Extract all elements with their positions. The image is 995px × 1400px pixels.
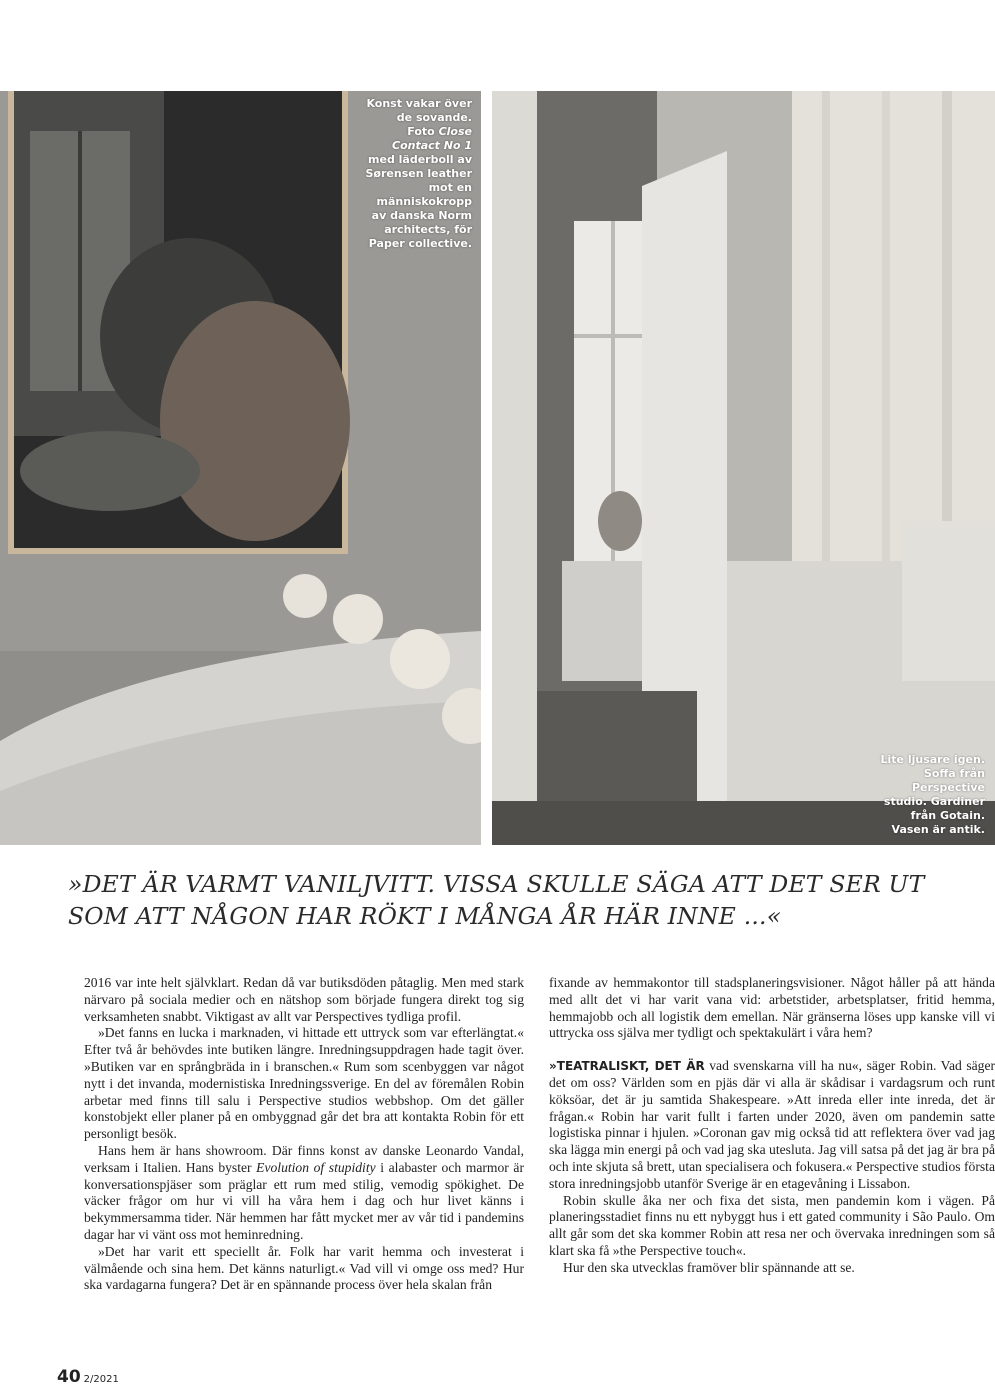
pompom	[390, 629, 450, 689]
living-room-photo	[492, 91, 995, 845]
pompom	[283, 574, 327, 618]
body-column-right	[549, 975, 995, 1277]
caption-line: Sørensen leather	[365, 167, 472, 180]
paragraph: Hur den ska utvecklas framöver blir spännande att se.	[563, 1259, 855, 1275]
photo-caption-left	[352, 97, 472, 251]
bedroom-photo	[0, 91, 481, 845]
paragraph: »Det fanns en lucka i marknaden, vi hittade ett uttryck som var efterlängtat.« Efter två år behövdes inte butiken längre. Inredningsuppdragen hade tagit över. »Butiken var en språngbräda in i branschen.« Rum som scenbyggen var något nytt i det invanda, modernistiska Inredningssverige. En del av föremålen Robin arbetar med finns till salu i Perspective studios webbshop. Om det gäller konstobjekt eller planer på en ombyggnad går det bra att kontakta Robin för ett personligt besök.	[84, 1025, 524, 1142]
photo-caption-right	[875, 753, 985, 837]
paragraph	[84, 1143, 524, 1244]
caption-line: architects, för	[384, 223, 472, 236]
page-number: 40	[57, 1367, 81, 1387]
caption-line: mot en	[428, 181, 472, 194]
caption-line: Vasen är antik.	[891, 823, 985, 836]
caption-text: Foto	[407, 125, 439, 138]
artwork-title: Close	[438, 125, 472, 138]
living-room-illustration	[492, 91, 995, 845]
caption-line: Soffa från	[923, 767, 985, 780]
caption-line: Konst vakar över	[366, 97, 472, 110]
caption-line: Lite ljusare igen.	[880, 753, 985, 766]
pull-quote-line: SOM ATT NÅGON HAR RÖKT I MÅNGA ÅR HÄR INNE ...«	[68, 902, 782, 930]
caption-line: de sovande.	[396, 111, 472, 124]
caption-line: med läderboll av	[368, 153, 472, 166]
paragraph	[549, 1058, 995, 1192]
artwork-title: Contact No 1	[392, 139, 472, 152]
pompom	[333, 594, 383, 644]
paragraph: »Det har varit ett speciellt år. Folk har varit hemma och investerat i välmående och sina hem. Det känns naturligt.« Vad vill vi omge oss med? Hur ska vardagarna fungera? Det är en spännande process över hela skalan från	[84, 1243, 524, 1293]
caption-line	[352, 125, 472, 139]
artwork-title: Evolution of stupidity	[256, 1159, 376, 1175]
section-lead-in: »TEATRALISKT, DET ÄR	[549, 1059, 705, 1074]
paragraph: fixande av hemmakontor till stadsplaneringsvisioner. Något håller på att hända med allt det vi har varit vana vid: arbetstider, arbetsplatser, fritid hemma, hemmajobb och all logistik dem emellan. När gränserna löses upp kanske vill vi uttrycka oss själva mer tydligt och spektakulärt i våra hem?	[549, 975, 995, 1041]
paragraph-text: vad svenskarna vill ha nu«, säger Robin. Vad säger det om oss? Världen som en pjäs där vi alla är skådisar i vardagsrum och runt köksöar, det är ju samtida Shakespeare. »Att inreda eller inte inreda, det är frågan.« Robin har varit fullt i farten under 2020, även om pandemin satte logistiska pinnar i hjulen. »Coronan gav mig också tid att reflektera över vad jag ska lägga min energi på och vad jag ska utesluta. Jag vill satsa på det jag är bra på och inte skjuta så brett, utan specialisera och fokusera.« Perspective studios första stora inredningsjobb utanför Sverige är en etagevåning i Lissabon.	[549, 1058, 995, 1191]
pull-quote-line: »DET ÄR VARMT VANILJVITT. VISSA SKULLE SÄGA ATT DET SER UT	[68, 870, 925, 898]
caption-line: Paper collective.	[368, 237, 472, 250]
caption-line: Perspective	[911, 781, 985, 794]
caption-line: från Gotain.	[910, 809, 985, 822]
page-folio	[57, 1367, 119, 1387]
paragraph-text: Hans hem är hans showroom. Där finns konst av danske Leonardo Vandal, verksam i Italien. Hans byster	[84, 1142, 524, 1175]
paragraph: 2016 var inte helt självklart. Redan då var butiksdöden påtaglig. Men med stark närvaro på sociala medier och en nätshop som började fungera direkt tog sig verksamheten snabbt. Viktigast av allt var Perspectives tydliga profil.	[84, 975, 524, 1024]
caption-line: av danska Norm	[371, 209, 472, 222]
paragraph-text: i alabaster och marmor är konversationspjäser som präglar ett rum med stilig, vemodig spökighet. De väcker frågor om hur vi vill ha våra hem i dag och hur livet känns i bekymmersamma tider. När hemmen har fått mycket mer av vår tid i pandemins dagar har vi vänt oss mot heminredning.	[84, 1159, 524, 1242]
paragraph: Robin skulle åka ner och fixa det sista, men pandemin kom i vägen. På planeringsstadiet finns nu ett nybyggt hus i ett gated community i São Paulo. Om allt går som det ska kommer Robin att resa ner och övervaka inredningen som så klart ska få »the Perspective touch«.	[549, 1192, 995, 1258]
caption-line: studio. Gardiner	[883, 795, 985, 808]
vase	[598, 491, 642, 551]
pull-quote	[68, 868, 928, 932]
issue-number: 2/2021	[83, 1374, 119, 1385]
body-column-left	[84, 975, 524, 1294]
caption-line: människokropp	[376, 195, 472, 208]
